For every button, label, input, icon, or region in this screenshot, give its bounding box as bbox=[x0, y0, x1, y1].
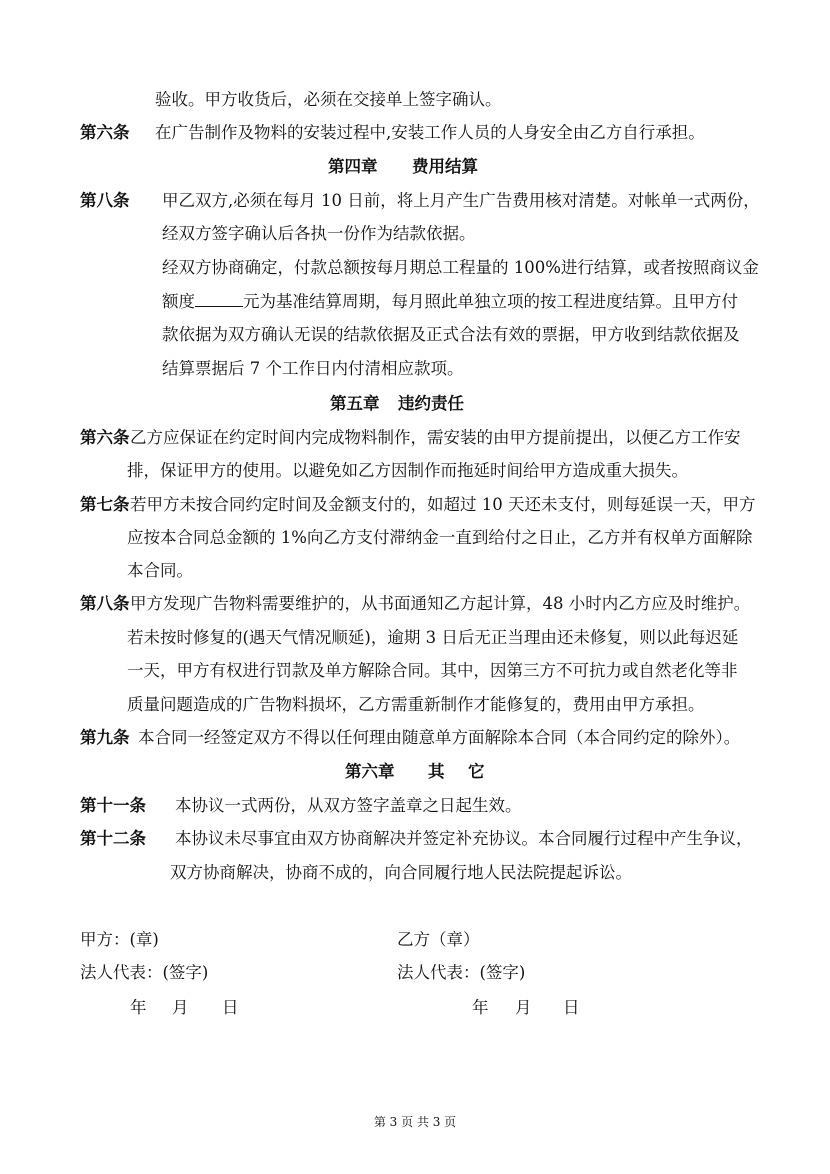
chapter-number: 第六章 bbox=[345, 762, 395, 781]
article-line: 若甲方未按合同约定时间及金额支付的，如超过 10 天还未支付，则每延误一天，甲方 bbox=[130, 495, 756, 514]
article-label: 第九条 bbox=[80, 728, 130, 747]
blank-prefix: 额度 bbox=[162, 292, 195, 311]
party-a-seal: 甲方：(章) bbox=[80, 930, 159, 949]
date-year: 年 bbox=[472, 998, 489, 1017]
article-text: 本协议一式两份，从双方签字盖章之日起生效。 bbox=[175, 796, 522, 815]
article-line: 经双方签字确认后各执一份作为结款依据。 bbox=[162, 224, 476, 243]
article-text: 在广告制作及物料的安装过程中,安装工作人员的人身安全由乙方自行承担。 bbox=[155, 123, 705, 142]
continuation-line: 验收。甲方收货后，必须在交接单上签字确认。 bbox=[155, 90, 502, 109]
article-line: 应按本合同总金额的 1%向乙方支付滞纳金一直到给付之日止，乙方并有权单方面解除 bbox=[127, 528, 753, 547]
date-month: 月 bbox=[515, 998, 532, 1017]
article-label: 第六条 bbox=[80, 428, 130, 447]
chapter-title: 费用结算 bbox=[412, 157, 478, 176]
article-line: 本协议未尽事宜由双方协商解决并签定补充协议。本合同履行过程中产生争议， bbox=[175, 829, 753, 848]
date-day: 日 bbox=[222, 998, 239, 1017]
party-b-representative: 法人代表：(签字) bbox=[397, 963, 526, 982]
article-line: 双方协商解决，协商不成的，向合同履行地人民法院提起诉讼。 bbox=[170, 863, 632, 882]
article-line: 一天，甲方有权进行罚款及单方解除合同。其中，因第三方不可抗力或自然老化等非 bbox=[127, 661, 738, 680]
chapter-title-char: 它 bbox=[468, 762, 485, 781]
date-day: 日 bbox=[563, 998, 580, 1017]
article-line: 款依据为双方确认无误的结款依据及正式合法有效的票据，甲方收到结款依据及 bbox=[162, 325, 740, 344]
article-line-with-blank bbox=[162, 292, 738, 312]
chapter-number: 第五章 bbox=[330, 394, 380, 413]
blank-suffix: 元为基准结算周期，每月照此单独立项的按工程进度结算。且甲方付 bbox=[243, 292, 738, 311]
date-year: 年 bbox=[130, 998, 147, 1017]
article-text: 本合同一经签定双方不得以任何理由随意单方面解除本合同（本合同约定的除外）。 bbox=[138, 728, 741, 747]
amount-blank bbox=[195, 292, 243, 307]
article-line: 经双方协商确定，付款总额按每月期总工程量的 100%进行结算，或者按照商议金 bbox=[162, 258, 759, 277]
article-line: 乙方应保证在约定时间内完成物料制作，需安装的由甲方提前提出，以便乙方工作安 bbox=[130, 428, 741, 447]
article-line: 甲乙双方,必须在每月 10 日前，将上月产生广告费用核对清楚。对帐单一式两份， bbox=[162, 191, 760, 210]
page-number-footer: 第 3 页 共 3 页 bbox=[373, 1115, 457, 1129]
article-line: 若未按时修复的(遇天气情况顺延)，逾期 3 日后无正当理由还未修复，则以此每迟延 bbox=[127, 628, 739, 647]
party-a-representative: 法人代表：(签字) bbox=[80, 963, 209, 982]
article-label: 第十二条 bbox=[80, 829, 146, 848]
article-line: 排，保证甲方的使用。以避免如乙方因制作而拖延时间给甲方造成重大损失。 bbox=[127, 461, 688, 480]
chapter-title-char: 其 bbox=[428, 762, 445, 781]
article-line: 质量问题造成的广告物料损坏，乙方需重新制作才能修复的，费用由甲方承担。 bbox=[127, 695, 705, 714]
chapter-number: 第四章 bbox=[328, 157, 378, 176]
article-line: 本合同。 bbox=[127, 561, 193, 580]
date-month: 月 bbox=[172, 998, 189, 1017]
chapter-title: 违约责任 bbox=[398, 394, 464, 413]
article-label: 第八条 bbox=[80, 191, 130, 210]
party-b-seal: 乙方（章） bbox=[397, 930, 480, 949]
article-label: 第十一条 bbox=[80, 796, 146, 815]
article-label: 第八条 bbox=[80, 594, 130, 613]
article-label: 第七条 bbox=[80, 495, 130, 514]
article-line: 甲方发现广告物料需要维护的，从书面通知乙方起计算，48 小时内乙方应及时维护。 bbox=[130, 594, 751, 613]
article-line: 结算票据后 7 个工作日内付清相应款项。 bbox=[162, 359, 464, 378]
article-label: 第六条 bbox=[80, 123, 130, 142]
